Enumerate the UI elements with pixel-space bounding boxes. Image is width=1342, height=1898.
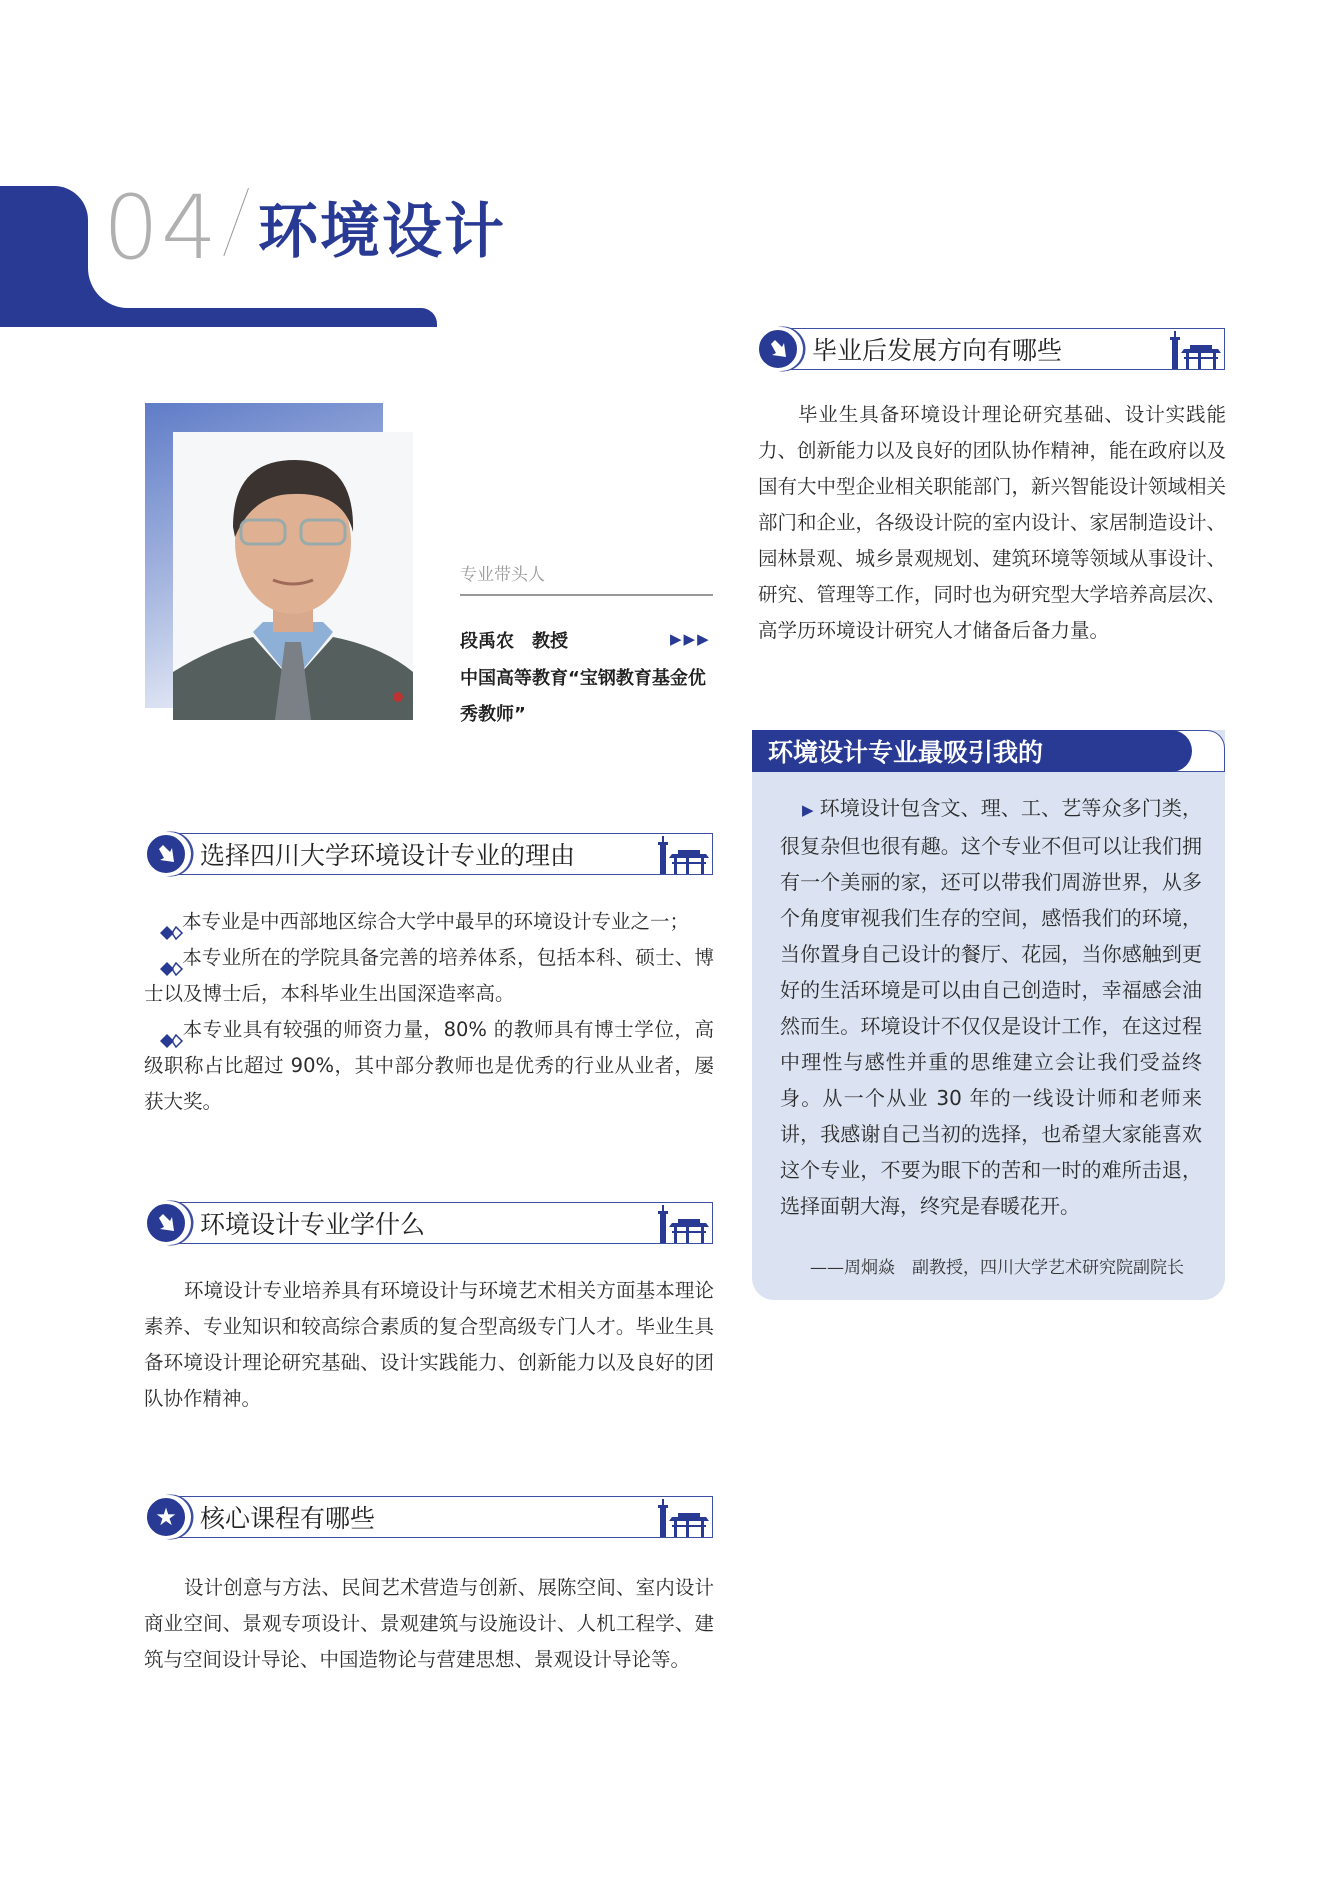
arrow-down-right-icon	[144, 832, 188, 876]
section-title: 选择四川大学环境设计专业的理由	[200, 841, 576, 870]
diamond-bullet-icon	[152, 952, 180, 966]
section-title: 核心课程有哪些	[200, 1504, 376, 1533]
section-title: 环境设计专业学什么	[200, 1210, 426, 1239]
list-item: 本专业具有较强的师资力量，80% 的教师具有博士学位，高级职称占比超过 90%，其中部分教师也是优秀的行业从业者，屡获大奖。	[144, 1018, 714, 1113]
arrow-down-right-icon	[756, 327, 800, 371]
building-gate-icon	[656, 1499, 710, 1537]
section-header-courses	[155, 1496, 713, 1538]
header-decor-bar	[0, 308, 437, 327]
quote-text: ▶ 环境设计包含文、理、工、艺等众多门类，很复杂但也很有趣。这个专业不但可以让我们拥有一个美丽的家，还可以带我们周游世界，从多个角度审视我们生存的空间，感悟我们的环境，当你置身自己设计的餐厅、花园，当你感触到更好的生活环境是可以由自己创造时，幸福感会油然而生。环境设计不仅仅是设计工作，在这过程中理性与感性并重的思维建立会让我们受益终身。从一个从业 30 年的一线设计师和老师来讲，我感谢自己当初的选择，也希望大家能喜欢这个专业，不要为眼下的苦和一时的难所击退，选择面朝大海，终究是春暖花开。	[780, 796, 1202, 1218]
leader-divider	[460, 594, 713, 596]
leader-label: 专业带头人	[460, 565, 545, 585]
quote-signature: ——周炯焱 副教授，四川大学艺术研究院副院长	[810, 1258, 1184, 1278]
leader-honor: 中国高等教育“宝钢教育基金优秀教师”	[460, 668, 706, 725]
section-title: 毕业后发展方向有哪些	[812, 336, 1063, 365]
section-header-study	[166, 1202, 713, 1244]
diamond-bullet-icon	[152, 1024, 180, 1038]
triple-arrow-icon: ▶▶▶	[670, 630, 711, 648]
building-gate-icon	[656, 1205, 710, 1243]
building-gate-icon	[656, 836, 710, 874]
section-header-reasons	[166, 833, 713, 875]
courses-text: 设计创意与方法、民间艺术营造与创新、展陈空间、室内设计商业空间、景观专项设计、景观建筑与设施设计、人机工程学、建筑与空间设计导论、中国造物论与营建思想、景观设计导论等。	[144, 1576, 714, 1671]
quote-title: 环境设计专业最吸引我的	[768, 738, 1044, 767]
diamond-bullet-icon	[152, 916, 180, 930]
arrow-down-right-icon	[144, 1201, 188, 1245]
list-item: 本专业是中西部地区综合大学中最早的环境设计专业之一；	[144, 904, 714, 940]
chapter-number: 04	[103, 176, 219, 279]
section-header-career	[778, 328, 1225, 370]
header-decor-block	[0, 186, 88, 327]
page-title: 环境设计	[258, 197, 506, 267]
star-icon: ★	[144, 1495, 188, 1539]
list-item: 本专业所在的学院具备完善的培养体系，包括本科、硕士、博士以及博士后，本科毕业生出国深造率高。	[144, 946, 714, 1005]
leader-name: 段禹农 教授	[460, 631, 568, 652]
leader-photo	[173, 432, 413, 720]
building-gate-icon	[1168, 331, 1222, 369]
reasons-list	[144, 904, 714, 1120]
study-text: 环境设计专业培养具有环境设计与环境艺术相关方面基本理论素养、专业知识和较高综合素质的复合型高级专门人才。毕业生具备环境设计理论研究基础、设计实践能力、创新能力以及良好的团队协作精神。	[144, 1279, 714, 1410]
divider-slash	[223, 188, 249, 256]
career-text: 毕业生具备环境设计理论研究基础、设计实践能力、创新能力以及良好的团队协作精神，能在政府以及国有大中型企业相关职能部门，新兴智能设计领域相关部门和企业，各级设计院的室内设计、家居制造设计、园林景观、城乡景观规划、建筑环境等领域从事设计、研究、管理等工作，同时也为研究型大学培养高层次、高学历环境设计研究人才储备后备力量。	[758, 403, 1227, 642]
triangle-bullet-icon: ▶	[802, 801, 814, 819]
